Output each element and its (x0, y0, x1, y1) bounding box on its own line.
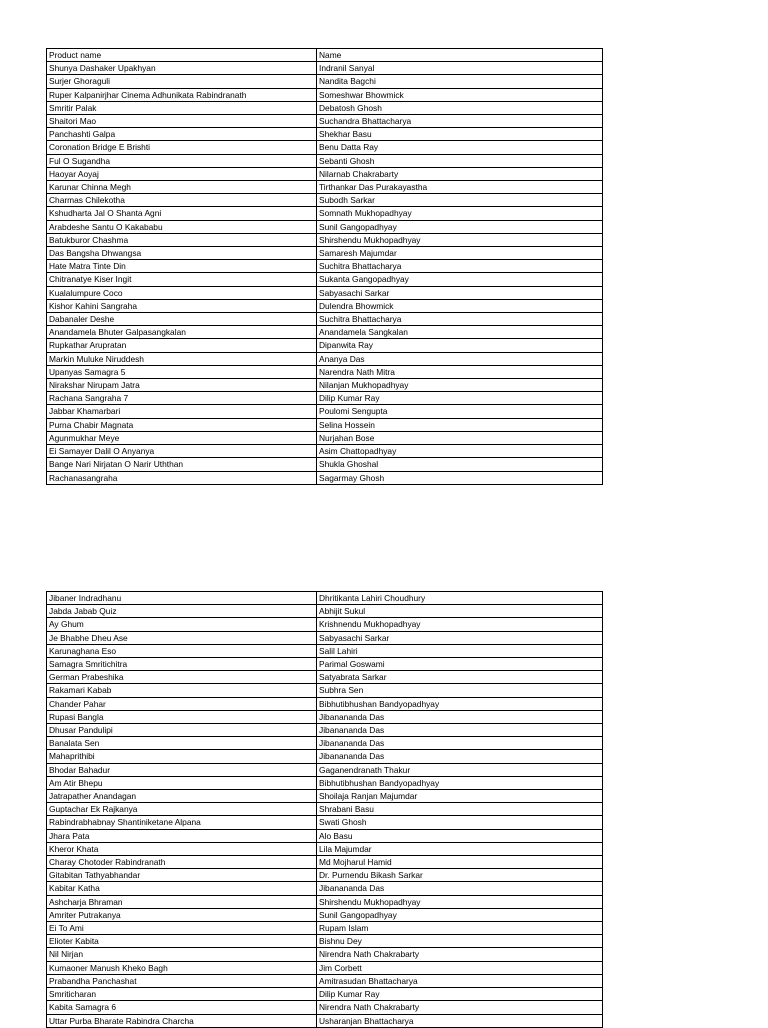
product-name-cell: Karunar Chinna Megh (47, 181, 317, 194)
author-name-cell: Gaganendranath Thakur (317, 763, 603, 776)
product-name-cell: Banalata Sen (47, 737, 317, 750)
table-row (47, 233, 603, 246)
product-table-1 (46, 48, 603, 485)
product-name-cell: Karunaghana Eso (47, 644, 317, 657)
author-name-cell: Sabyasachi Sarkar (317, 631, 603, 644)
table-row (47, 1001, 603, 1014)
table-row (47, 908, 603, 921)
table-row (47, 869, 603, 882)
author-name-cell: Krishnendu Mukhopadhyay (317, 618, 603, 631)
product-name-cell: Ful O Sugandha (47, 154, 317, 167)
product-name-cell: Haoyar Aoyaj (47, 167, 317, 180)
table-row (47, 948, 603, 961)
product-name-cell: Ay Ghum (47, 618, 317, 631)
author-name-cell: Suchandra Bhattacharya (317, 115, 603, 128)
product-name-cell: Kabita Samagra 6 (47, 1001, 317, 1014)
author-name-cell: Anandamela Sangkalan (317, 326, 603, 339)
table-row (47, 471, 603, 484)
table-row (47, 247, 603, 260)
product-name-cell: Hate Matra Tinte Din (47, 260, 317, 273)
author-name-cell: Narendra Nath Mitra (317, 365, 603, 378)
table-row (47, 326, 603, 339)
product-name-cell: Kualalumpure Coco (47, 286, 317, 299)
product-name-cell: Rupasi Bangla (47, 710, 317, 723)
product-name-cell: Je Bhabhe Dheu Ase (47, 631, 317, 644)
product-name-cell: Nil Nirjan (47, 948, 317, 961)
table-row (47, 618, 603, 631)
table-row (47, 856, 603, 869)
table-row (47, 710, 603, 723)
product-name-cell: Charay Chotoder Rabindranath (47, 856, 317, 869)
table-row (47, 88, 603, 101)
product-name-cell: Jhara Pata (47, 829, 317, 842)
author-name-cell: Lila Majumdar (317, 842, 603, 855)
table-row (47, 405, 603, 418)
author-name-cell: Suchitra Bhattacharya (317, 260, 603, 273)
table-row (47, 299, 603, 312)
author-name-cell: Poulomi Sengupta (317, 405, 603, 418)
product-name-cell: Charmas Chilekotha (47, 194, 317, 207)
product-name-cell: Chitranatye Kiser Ingit (47, 273, 317, 286)
author-name-cell: Shirshendu Mukhopadhyay (317, 895, 603, 908)
table-row (47, 988, 603, 1001)
product-name-cell: Rachanasangraha (47, 471, 317, 484)
product-name-cell: Rupkathar Arupratan (47, 339, 317, 352)
product-name-cell: Markin Muluke Niruddesh (47, 352, 317, 365)
product-name-cell: Prabandha Panchashat (47, 974, 317, 987)
product-name-cell: Smriticharan (47, 988, 317, 1001)
table-row (47, 154, 603, 167)
author-name-cell: Samaresh Majumdar (317, 247, 603, 260)
product-name-cell: German Prabeshika (47, 671, 317, 684)
table-row (47, 313, 603, 326)
author-name-cell: Dilip Kumar Ray (317, 392, 603, 405)
author-name-cell: Shoilaja Ranjan Majumdar (317, 790, 603, 803)
product-name-cell: Coronation Bridge E Brishti (47, 141, 317, 154)
author-name-cell: Suchitra Bhattacharya (317, 313, 603, 326)
author-name-cell: Sagarmay Ghosh (317, 471, 603, 484)
author-name-cell: Jim Corbett (317, 961, 603, 974)
table-row (47, 220, 603, 233)
product-name-cell: Shaitori Mao (47, 115, 317, 128)
product-name-cell: Dabanaler Deshe (47, 313, 317, 326)
author-name-cell: Shukla Ghoshal (317, 458, 603, 471)
table-row (47, 644, 603, 657)
product-name-cell: Dhusar Pandulipi (47, 724, 317, 737)
table-row (47, 141, 603, 154)
table-row (47, 631, 603, 644)
product-name-cell: Bhodar Bahadur (47, 763, 317, 776)
table-row (47, 895, 603, 908)
product-name-cell: Product name (47, 49, 317, 62)
author-name-cell: Usharanjan Bhattacharya (317, 1014, 603, 1027)
author-name-cell: Indranil Sanyal (317, 62, 603, 75)
author-name-cell: Sabyasachi Sarkar (317, 286, 603, 299)
product-name-cell: Agunmukhar Meye (47, 431, 317, 444)
author-name-cell: Sunil Gangopadhyay (317, 908, 603, 921)
table-row (47, 260, 603, 273)
product-name-cell: Ruper Kalpanirjhar Cinema Adhunikata Rabindranath (47, 88, 317, 101)
author-name-cell: Alo Basu (317, 829, 603, 842)
product-name-cell: Mahaprithibi (47, 750, 317, 763)
author-name-cell: Somnath Mukhopadhyay (317, 207, 603, 220)
author-name-cell: Name (317, 49, 603, 62)
table-row (47, 445, 603, 458)
product-name-cell: Das Bangsha Dhwangsa (47, 247, 317, 260)
table-row (47, 737, 603, 750)
product-name-cell: Shunya Dashaker Upakhyan (47, 62, 317, 75)
author-name-cell: Bishnu Dey (317, 935, 603, 948)
product-name-cell: Chander Pahar (47, 697, 317, 710)
author-name-cell: Shekhar Basu (317, 128, 603, 141)
author-name-cell: Selina Hossein (317, 418, 603, 431)
author-name-cell: Shirshendu Mukhopadhyay (317, 233, 603, 246)
author-name-cell: Bibhutibhushan Bandyopadhyay (317, 776, 603, 789)
table-row (47, 1014, 603, 1027)
table-row (47, 776, 603, 789)
table-row (47, 167, 603, 180)
product-name-cell: Nirakshar Nirupam Jatra (47, 379, 317, 392)
product-name-cell: Am Atir Bhepu (47, 776, 317, 789)
table-row (47, 115, 603, 128)
table-row (47, 352, 603, 365)
product-name-cell: Rachana Sangraha 7 (47, 392, 317, 405)
author-name-cell: Abhijit Sukul (317, 605, 603, 618)
table-row (47, 207, 603, 220)
header-row (47, 49, 603, 62)
table-row (47, 286, 603, 299)
product-name-cell: Jabda Jabab Quiz (47, 605, 317, 618)
author-name-cell: Debatosh Ghosh (317, 101, 603, 114)
table-row (47, 194, 603, 207)
product-name-cell: Rakamari Kabab (47, 684, 317, 697)
table-row (47, 365, 603, 378)
author-name-cell: Someshwar Bhowmick (317, 88, 603, 101)
author-name-cell: Jibanananda Das (317, 737, 603, 750)
table-row (47, 750, 603, 763)
product-name-cell: Ei To Ami (47, 922, 317, 935)
author-name-cell: Rupam Islam (317, 922, 603, 935)
table-row (47, 697, 603, 710)
author-name-cell: Dulendra Bhowmick (317, 299, 603, 312)
author-name-cell: Md Mojharul Hamid (317, 856, 603, 869)
table-row (47, 339, 603, 352)
table-row (47, 763, 603, 776)
author-name-cell: Dr. Purnendu Bikash Sarkar (317, 869, 603, 882)
product-name-cell: Guptachar Ek Rajkanya (47, 803, 317, 816)
product-name-cell: Bange Nari Nirjatan O Narir Uththan (47, 458, 317, 471)
author-name-cell: Tirthankar Das Purakayastha (317, 181, 603, 194)
table-row (47, 418, 603, 431)
product-name-cell: Batukburor Chashma (47, 233, 317, 246)
author-name-cell: Ananya Das (317, 352, 603, 365)
table-row (47, 961, 603, 974)
product-name-cell: Ei Samayer Dalil O Anyanya (47, 445, 317, 458)
author-name-cell: Nilarnab Chakrabarty (317, 167, 603, 180)
author-name-cell: Nurjahan Bose (317, 431, 603, 444)
table-row (47, 392, 603, 405)
product-name-cell: Samagra Smritichitra (47, 658, 317, 671)
product-name-cell: Jibaner Indradhanu (47, 592, 317, 605)
table-row (47, 724, 603, 737)
table-row (47, 592, 603, 605)
table-row (47, 935, 603, 948)
product-name-cell: Kabitar Katha (47, 882, 317, 895)
table-row (47, 379, 603, 392)
author-name-cell: Nirendra Nath Chakrabarty (317, 948, 603, 961)
product-name-cell: Jatrapather Anandagan (47, 790, 317, 803)
table-row (47, 922, 603, 935)
author-name-cell: Subodh Sarkar (317, 194, 603, 207)
product-name-cell: Ashcharja Bhraman (47, 895, 317, 908)
table-row (47, 128, 603, 141)
author-name-cell: Nandita Bagchi (317, 75, 603, 88)
table-row (47, 75, 603, 88)
product-name-cell: Anandamela Bhuter Galpasangkalan (47, 326, 317, 339)
table-row (47, 431, 603, 444)
product-table-2 (46, 591, 603, 1028)
product-name-cell: Rabindrabhabnay Shantiniketane Alpana (47, 816, 317, 829)
table-row (47, 790, 603, 803)
product-name-cell: Surjer Ghoraguli (47, 75, 317, 88)
product-name-cell: Kshudharta Jal O Shanta Agni (47, 207, 317, 220)
table-row (47, 62, 603, 75)
author-name-cell: Subhra Sen (317, 684, 603, 697)
table-row (47, 658, 603, 671)
product-name-cell: Gitabitan Tathyabhandar (47, 869, 317, 882)
table-row (47, 829, 603, 842)
product-name-cell: Panchashti Galpa (47, 128, 317, 141)
author-name-cell: Nilanjan Mukhopadhyay (317, 379, 603, 392)
author-name-cell: Salil Lahiri (317, 644, 603, 657)
product-name-cell: Amriter Putrakanya (47, 908, 317, 921)
author-name-cell: Shrabani Basu (317, 803, 603, 816)
author-name-cell: Dipanwita Ray (317, 339, 603, 352)
product-name-cell: Kishor Kahini Sangraha (47, 299, 317, 312)
author-name-cell: Dilip Kumar Ray (317, 988, 603, 1001)
table-row (47, 671, 603, 684)
table-row (47, 842, 603, 855)
product-name-cell: Uttar Purba Bharate Rabindra Charcha (47, 1014, 317, 1027)
author-name-cell: Parimal Goswami (317, 658, 603, 671)
table-row (47, 605, 603, 618)
author-name-cell: Jibanananda Das (317, 710, 603, 723)
product-name-cell: Upanyas Samagra 5 (47, 365, 317, 378)
author-name-cell: Dhritikanta Lahiri Choudhury (317, 592, 603, 605)
product-name-cell: Kumaoner Manush Kheko Bagh (47, 961, 317, 974)
product-name-cell: Jabbar Khamarbari (47, 405, 317, 418)
product-name-cell: Smritir Palak (47, 101, 317, 114)
table-row (47, 974, 603, 987)
author-name-cell: Sunil Gangopadhyay (317, 220, 603, 233)
author-name-cell: Nirendra Nath Chakrabarty (317, 1001, 603, 1014)
author-name-cell: Swati Ghosh (317, 816, 603, 829)
author-name-cell: Sebanti Ghosh (317, 154, 603, 167)
author-name-cell: Jibanananda Das (317, 882, 603, 895)
table-row (47, 181, 603, 194)
table-row (47, 684, 603, 697)
table-row (47, 273, 603, 286)
author-name-cell: Benu Datta Ray (317, 141, 603, 154)
author-name-cell: Sukanta Gangopadhyay (317, 273, 603, 286)
product-name-cell: Elioter Kabita (47, 935, 317, 948)
author-name-cell: Bibhutibhushan Bandyopadhyay (317, 697, 603, 710)
author-name-cell: Jibanananda Das (317, 750, 603, 763)
table-row (47, 458, 603, 471)
author-name-cell: Asim Chattopadhyay (317, 445, 603, 458)
author-name-cell: Satyabrata Sarkar (317, 671, 603, 684)
author-name-cell: Amitrasudan Bhattacharya (317, 974, 603, 987)
product-name-cell: Purna Chabir Magnata (47, 418, 317, 431)
table-row (47, 816, 603, 829)
author-name-cell: Jibanananda Das (317, 724, 603, 737)
product-name-cell: Kheror Khata (47, 842, 317, 855)
table-row (47, 101, 603, 114)
table-row (47, 803, 603, 816)
product-name-cell: Arabdeshe Santu O Kakababu (47, 220, 317, 233)
table-row (47, 882, 603, 895)
